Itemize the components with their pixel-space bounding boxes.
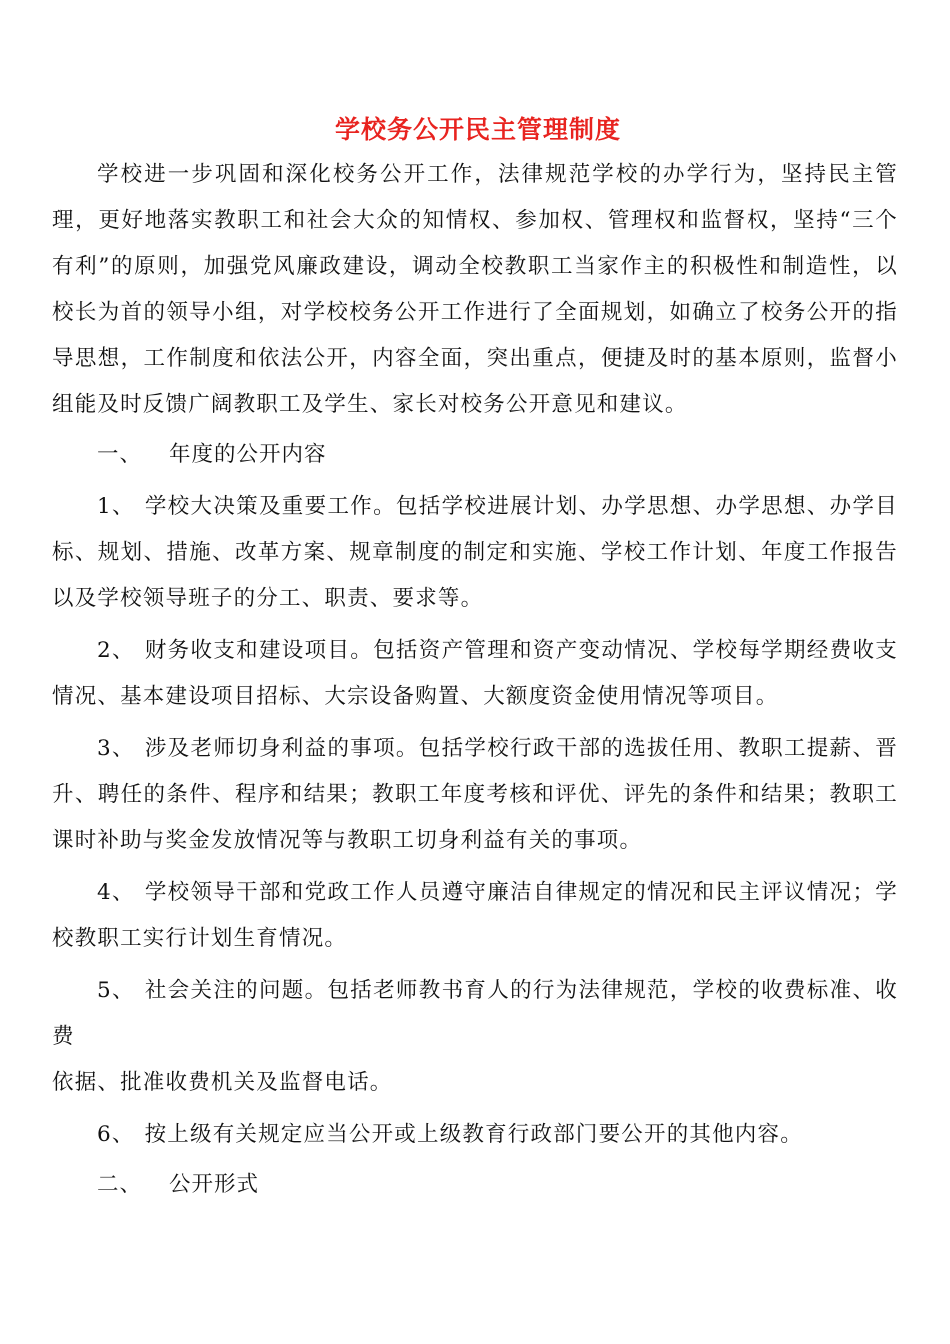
section-label: 公开形式 — [169, 1172, 260, 1197]
document-title: 学校务公开民主管理制度 — [334, 115, 621, 144]
list-item — [52, 870, 898, 962]
intro-paragraph: 学校进一步巩固和深化校务公开工作，法律规范学校的办学行为，坚持民主管理，更好地落实教职工和社会大众的知情权、参加权、管理权和监督权，坚持“三个有利”的原则，加强党风廉政建设，调动全校教职工当家作主的积极性和制造性，以校长为首的领导小组，对学校校务公开工作进行了全面规划，如确立了校务公开的指导思想，工作制度和依法公开，内容全面，突出重点，便捷及时的基本原则，监督小组能及时反馈广阔教职工及学生、家长对校务公开意见和建议。 — [52, 162, 898, 417]
item-number: 5、 — [97, 978, 135, 1003]
list-item — [52, 968, 898, 1060]
list-item — [52, 726, 898, 864]
section-label: 年度的公开内容 — [169, 442, 327, 467]
section-heading-1 — [52, 432, 898, 478]
item-text: 社会关注的问题。包括老师教书育人的行为法律规范，学校的收费标准、收费 — [52, 978, 898, 1049]
item-number: 3、 — [97, 736, 135, 761]
section-number: 二、 — [97, 1172, 143, 1197]
item-text: 财务收支和建设项目。包括资产管理和资产变动情况、学校每学期经费收支情况、基本建设项目招标、大宗设备购置、大额度资金使用情况等项目。 — [52, 638, 898, 709]
document-page — [52, 110, 898, 1214]
item-number: 2、 — [97, 638, 135, 663]
section-number: 一、 — [97, 442, 143, 467]
list-item — [52, 484, 898, 622]
section-heading-2 — [52, 1162, 898, 1208]
item-text: 学校领导干部和党政工作人员遵守廉洁自律规定的情况和民主评议情况；学校教职工实行计划生育情况。 — [52, 880, 898, 951]
item-continuation: 依据、批准收费机关及监督电话。 — [52, 1070, 393, 1095]
list-item — [52, 1112, 898, 1158]
item-number: 1、 — [97, 494, 135, 519]
item-text: 涉及老师切身利益的事项。包括学校行政干部的选拔任用、教职工提薪、晋升、聘任的条件、程序和结果；教职工年度考核和评优、评先的条件和结果；教职工课时补助与奖金发放情况等与教职工切身利益有关的事项。 — [52, 736, 898, 853]
item-text: 按上级有关规定应当公开或上级教育行政部门要公开的其他内容。 — [144, 1122, 803, 1147]
item-number: 4、 — [97, 880, 135, 905]
list-item — [52, 628, 898, 720]
item-number: 6、 — [97, 1122, 135, 1147]
item-text: 学校大决策及重要工作。包括学校进展计划、办学思想、办学思想、办学目标、规划、措施、改革方案、规章制度的制定和实施、学校工作计划、年度工作报告以及学校领导班子的分工、职责、要求等。 — [52, 494, 898, 611]
